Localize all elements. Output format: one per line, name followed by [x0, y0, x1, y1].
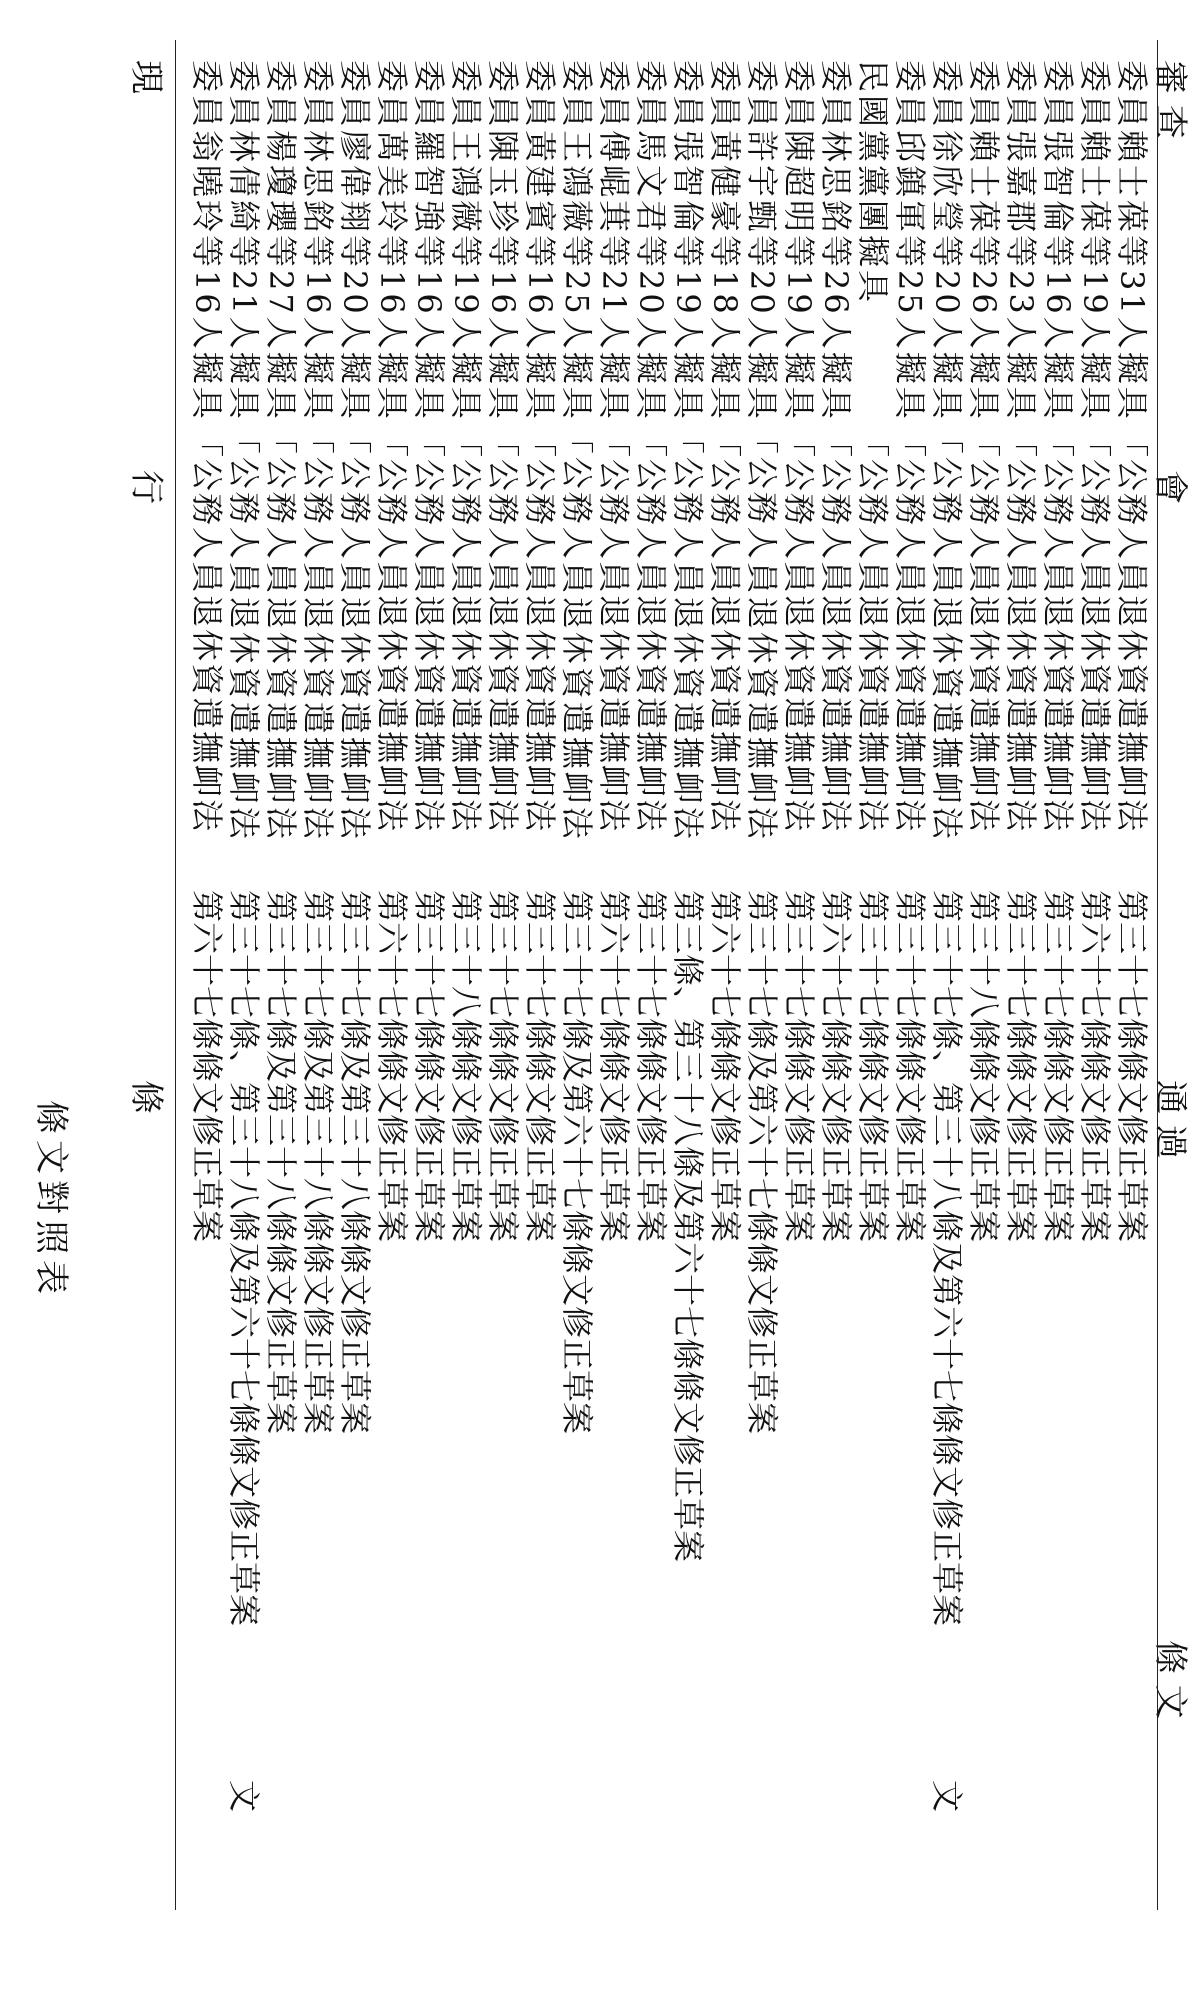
row-law: 第三十七條條文修正草案: [1039, 890, 1077, 1243]
row-law: 第三十七條及第三十八條條文修正草案: [262, 890, 300, 1435]
table-row: [1039, 0, 1076, 1989]
row-law: 第三十八條條文修正草案: [447, 890, 485, 1243]
row-law: 第六十七條條文修正草案: [373, 890, 411, 1243]
row-member: 委員張智倫等19人擬具「公務人員退休資遣撫卹法: [669, 60, 707, 842]
row-member: 委員廖偉翔等20人擬具「公務人員退休資遣撫卹法: [336, 60, 374, 842]
table-row: [299, 0, 336, 1989]
table-row: [484, 0, 521, 1989]
bottom-rule: [175, 40, 176, 1910]
table-row: [373, 0, 410, 1989]
row-category: 「公務人員退休資遣撫卹法: [706, 425, 744, 834]
row-category: 「公務人員退休資遣撫卹法: [521, 425, 559, 834]
table-row: [595, 0, 632, 1989]
row-law: 第三十七條及第三十八條條文修正草案: [299, 890, 337, 1435]
row-category: 「公務人員退休資遣撫卹法: [1113, 425, 1151, 834]
row-member: 委員林思銘等16人擬具「公務人員退休資遣撫卹法: [299, 60, 337, 842]
row-member: 委員賴士葆等31人擬具: [1113, 60, 1151, 422]
table-row: [225, 0, 262, 1989]
row-category: 「公務人員退休資遣撫卹法: [965, 425, 1003, 834]
row-law: 第三十七條及第三十八條條文修正草案: [336, 890, 374, 1435]
header-type: 條 文: [1150, 1640, 1190, 1719]
row-law: 第三十七條條文修正草案: [1002, 890, 1040, 1243]
row-member: 民國黨黨團擬具: [854, 60, 892, 306]
row-law: 第三十七條條文修正草案: [484, 890, 522, 1243]
row-member: 委員賴士葆等19人擬具: [1076, 60, 1114, 422]
row-law: 第三十八條條文修正草案: [965, 890, 1003, 1243]
table-row: [632, 0, 669, 1989]
table-caption: 條文對照表: [31, 1100, 71, 1300]
table-row: [447, 0, 484, 1989]
row-law: 第六十七條條文修正草案: [817, 890, 855, 1243]
header-law: 通 過: [1150, 1080, 1190, 1159]
table-row: [1076, 0, 1113, 1989]
footer-member: 現: [126, 60, 166, 94]
table-row: [1113, 0, 1150, 1989]
row-member: 委員楊瓊瓔等27人擬具「公務人員退休資遣撫卹法: [262, 60, 300, 842]
row-member: 委員翁曉玲等16人擬具: [188, 60, 226, 422]
row-law: 第三十七條條文修正草案: [854, 890, 892, 1243]
row-law: 第三十七條條文修正草案: [891, 890, 929, 1243]
row-category: 「公務人員退休資遣撫卹法: [447, 425, 485, 834]
row-category: 「公務人員退休資遣撫卹法: [1002, 425, 1040, 834]
table-row: [1002, 0, 1039, 1989]
row-category: 「公務人員退休資遣撫卹法: [891, 425, 929, 834]
row-member: 委員陳玉珍等16人擬具: [484, 60, 522, 422]
table-row: [780, 0, 817, 1989]
table-row: [928, 0, 965, 1989]
row-law: 第三十七條條文修正草案: [410, 890, 448, 1243]
row-law: 第六十七條條文修正草案: [188, 890, 226, 1243]
row-member: 委員羅智強等16人擬具: [410, 60, 448, 422]
table-row: [706, 0, 743, 1989]
row-law: 第三十七條及第六十七條條文修正草案: [743, 890, 781, 1435]
row-member: 委員馬文君等20人擬具: [632, 60, 670, 422]
row-member: 委員張嘉郡等23人擬具: [1002, 60, 1040, 422]
row-category: 「公務人員退休資遣撫卹法: [373, 425, 411, 834]
row-category: 「公務人員退休資遣撫卹法: [854, 425, 892, 834]
row-member: 委員陳超明等19人擬具: [780, 60, 818, 422]
row-type: 文: [928, 1780, 966, 1815]
footer-category: 行: [126, 470, 166, 504]
row-category: 「公務人員退休資遣撫卹法: [1076, 425, 1114, 834]
row-member: 委員王鴻薇等19人擬具: [447, 60, 485, 422]
table-row: [817, 0, 854, 1989]
row-member: 委員林思銘等26人擬具: [817, 60, 855, 422]
row-law: 第六十七條條文修正草案: [1076, 890, 1114, 1243]
table-row: [743, 0, 780, 1989]
row-law: 第三十七條條文修正草案: [780, 890, 818, 1243]
row-law: 第六十七條條文修正草案: [706, 890, 744, 1243]
row-member: 委員張智倫等16人擬具: [1039, 60, 1077, 422]
row-category: 「公務人員退休資遣撫卹法: [410, 425, 448, 834]
row-law: 第三十七條條文修正草案: [632, 890, 670, 1243]
row-category: 「公務人員退休資遣撫卹法: [1039, 425, 1077, 834]
row-law: 第六十七條條文修正草案: [595, 890, 633, 1243]
row-law: 第三十七條、第三十八條及第六十七條條文修正草案: [928, 890, 966, 1627]
row-category: 「公務人員退休資遣撫卹法: [484, 425, 522, 834]
row-member: 委員傅崐萁等21人擬具: [595, 60, 633, 422]
row-type: 文: [225, 1780, 263, 1815]
header-member: 審 查: [1150, 60, 1190, 139]
table-row: [262, 0, 299, 1989]
table-row: [558, 0, 595, 1989]
row-member: 委員林倩綺等21人擬具「公務人員退休資遣撫卹法: [225, 60, 263, 842]
row-member: 委員許宇甄等20人擬具「公務人員退休資遣撫卹法: [743, 60, 781, 842]
row-member: 委員萬美玲等16人擬具: [373, 60, 411, 422]
row-category: 「公務人員退休資遣撫卹法: [188, 425, 226, 834]
footer-law: 條: [126, 1080, 166, 1114]
row-member: 委員邱鎮軍等25人擬具: [891, 60, 929, 422]
row-member: 委員王鴻薇等25人擬具「公務人員退休資遣撫卹法: [558, 60, 596, 842]
row-law: 第三十七條條文修正草案: [1113, 890, 1151, 1243]
row-category: 「公務人員退休資遣撫卹法: [817, 425, 855, 834]
table-row: [336, 0, 373, 1989]
table-row: [854, 0, 891, 1989]
row-law: 第三十七條條文修正草案: [521, 890, 559, 1243]
row-law: 第三十七條及第六十七條條文修正草案: [558, 890, 596, 1435]
row-law: 第三條、第三十八條及第六十七條條文修正草案: [669, 890, 707, 1563]
table-row: [891, 0, 928, 1989]
row-category: 「公務人員退休資遣撫卹法: [595, 425, 633, 834]
table-row: [521, 0, 558, 1989]
row-category: 「公務人員退休資遣撫卹法: [632, 425, 670, 834]
table-row: [669, 0, 706, 1989]
table-row: [410, 0, 447, 1989]
row-member: 委員徐欣瑩等20人擬具「公務人員退休資遣撫卹法: [928, 60, 966, 842]
row-member: 委員賴士葆等26人擬具: [965, 60, 1003, 422]
table-row: [188, 0, 225, 1989]
table-row: [965, 0, 1002, 1989]
header-category: 會: [1150, 470, 1190, 504]
row-category: 「公務人員退休資遣撫卹法: [780, 425, 818, 834]
row-law: 第三十七條、第三十八條及第六十七條條文修正草案: [225, 890, 263, 1627]
row-member: 委員黃健豪等18人擬具: [706, 60, 744, 422]
row-member: 委員黃建賓等16人擬具: [521, 60, 559, 422]
